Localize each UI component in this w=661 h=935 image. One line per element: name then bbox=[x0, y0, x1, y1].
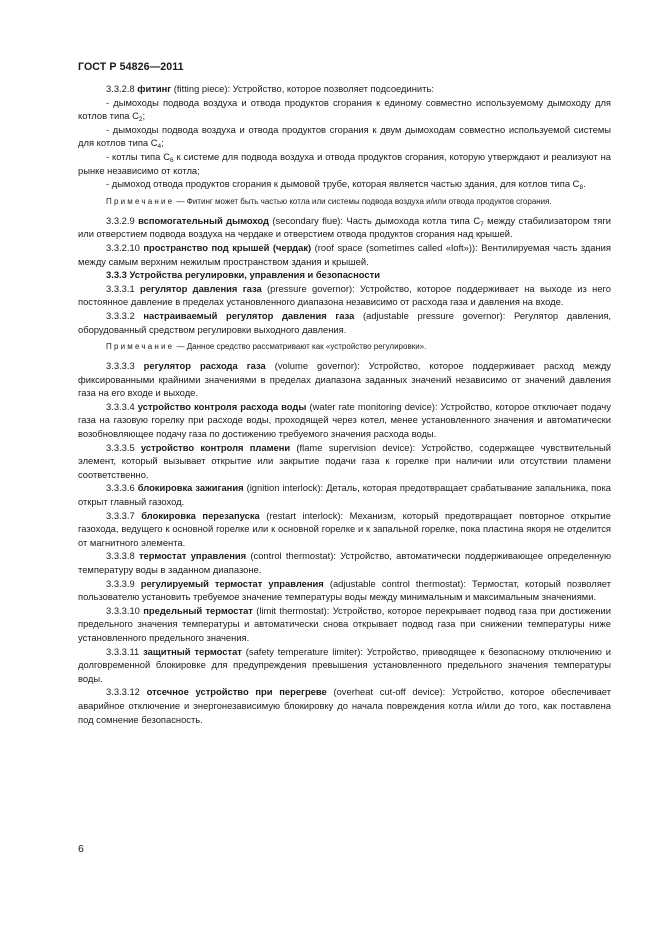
clause-term: фитинг bbox=[137, 83, 172, 94]
clause-3-3-2-10: 3.3.2.10 пространство под крышей (чердак) (roof space (sometimes called «loft»)): Вентилируемая часть здания между самым верхним нежилым пространством здания и крышей. bbox=[78, 241, 611, 267]
list-item: - дымоходы подвода воздуха и отвода продуктов сгорания к единому совместно используемому дымоходу для котлов типа $С_2$; bbox=[78, 96, 611, 124]
clause-3-3-3-10: 3.3.3.10 предельный термостат (limit thermostat): Устройство, которое перекрывает подвод газа при достижении предельного значения температуры и автоматически снова открывает подвод газа при снижении температуры ниже установленного предельного значения. bbox=[78, 604, 611, 643]
clause-term: устройство контроля расхода воды bbox=[137, 400, 307, 412]
document-header: ГОСТ Р 54826—2011 bbox=[78, 61, 184, 73]
clause-3-3-3-1: 3.3.3.1 регулятор давления газа (pressure governor): Устройство, которое поддерживает на выходе из него постоянное давление в пределах установленного диапазона независимо от расхода газа и давления на входе. bbox=[78, 282, 611, 308]
document-body bbox=[78, 82, 611, 726]
clause-term: регулятор расхода газа bbox=[143, 360, 266, 372]
clause-3-3-3-7: 3.3.3.7 блокировка перезапуска (restart interlock): Механизм, который предотвращает повторное открытие газохода, ведущего к основной горелке или к основной горелке и к запальной горелке, пока пластина якоря не отделится от магнитного элемента. bbox=[78, 509, 611, 548]
clause-3-3-3-11: 3.3.3.11 защитный термостат (safety temperature limiter): Устройство, приводящее к безопасному отключению и долговременной блокировке для предупреждения превышения установленного предельного значения температуры воды. bbox=[78, 645, 611, 684]
clause-3-3-3-5: 3.3.3.5 устройство контроля пламени (flame supervision device): Устройство, содержащее чувствительный элемент, который вызывает открытие или закрытие подачи газа к горелке при наличии или отсутствии пламени соответственно. bbox=[78, 441, 611, 480]
section-heading: 3.3.3 Устройства регулировки, управления и безопасности bbox=[106, 269, 380, 281]
clause-3-3-3-2: 3.3.3.2 настраиваемый регулятор давления газа (adjustable pressure governor): Регулятор давления, оборудованный средством регулировки выходного давления. bbox=[78, 309, 611, 335]
clause-term: предельный термостат bbox=[143, 604, 253, 616]
clause-3-3-3-4: 3.3.3.4 устройство контроля расхода воды (water rate monitoring device): Устройство, которое отключает подачу газа на газовую горелку при расходе воды, проходящей через котел, менее установленного значения и автоматически возобновляющее подачу газа по достижению требуемого значения расхода воды. bbox=[78, 400, 611, 440]
clause-3-3-3-9: 3.3.3.9 регулируемый термостат управления (adjustable control thermostat): Термостат, который позволяет пользователю установить требуемое значение температуры воды между минимальным и максимальным значениями. bbox=[78, 577, 611, 603]
clause-term: вспомогательный дымоход bbox=[138, 214, 269, 226]
clause-term: регулируемый термостат управления bbox=[140, 577, 324, 589]
clause-term: пространство под крышей (чердак) bbox=[143, 241, 312, 253]
list-item: - дымоход отвода продуктов сгорания к дымовой трубе, которая является частью здания, для котлов типа $С_8$. bbox=[106, 178, 586, 192]
clause-term: защитный термостат bbox=[143, 645, 242, 657]
clause-number: 3.3.2.8 bbox=[106, 83, 138, 94]
clause-term: блокировка перезапуска bbox=[141, 509, 260, 521]
clause-term: блокировка зажигания bbox=[137, 482, 244, 494]
note-label: Примечание bbox=[106, 196, 175, 206]
note-text: — Данное средство рассматривают как «устройство регулировки». bbox=[174, 342, 427, 352]
clause-term: отсечное устройство при перегреве bbox=[146, 686, 327, 698]
list-item: - котлы типа $С_6$ к системе для подвода воздуха и отвода продуктов сгорания, которую утверждают и реализуют на рынке независимо от котла; bbox=[78, 150, 611, 176]
note bbox=[78, 196, 611, 208]
note-text: — Фитинг может быть частью котла или системы подвода воздуха и/или отвода продуктов сгорания. bbox=[174, 196, 552, 206]
clause-3-3-3-6: 3.3.3.6 блокировка зажигания (ignition interlock): Деталь, которая предотвращает срабатывание запальника, пока открыт главный газоход. bbox=[78, 482, 611, 508]
clause-term: регулятор давления газа bbox=[140, 282, 262, 294]
clause-3-3-3-8: 3.3.3.8 термостат управления (control thermostat): Устройство, автоматически поддерживающее определенную температуру воды в заданном диапазоне. bbox=[78, 550, 612, 575]
note bbox=[78, 341, 611, 353]
clause-term: устройство контроля пламени bbox=[140, 441, 291, 453]
list-item: - дымоходы подвода воздуха и отвода продуктов сгорания к двум дымоходам совместно используемой системы для котлов типа $С_4$; bbox=[78, 123, 611, 151]
clause-3-3-3-3: 3.3.3.3 регулятор расхода газа (volume governor): Устройство, которое поддерживает расход между фиксированными крайними значениями в пределах диапазона заданных значений независимо от значений давления газа на его входе и выходе. bbox=[78, 360, 611, 399]
clause-term: термостат управления bbox=[138, 550, 247, 562]
clause-3-3-3-12: 3.3.3.12 отсечное устройство при перегреве (overheat cut-off device): Устройство, которое обеспечивает аварийное отключение и энергонезависимую блокировку до начала повреждения котла и/или до того, как поставлена под сомнение безопасность. bbox=[78, 686, 611, 725]
clause-3-3-2-9: 3.3.2.9 вспомогательный дымоход (secondary flue): Часть дымохода котла типа $С_7$ между стабилизатором тяги или отверстием подвода воздуха на чердаке и отверстием отвода продуктов сгорания над крышей. bbox=[78, 214, 611, 240]
page-number: 6 bbox=[78, 843, 84, 855]
clause-3-3-2-8 bbox=[78, 82, 611, 96]
clause-definition: (fitting piece): Устройство, которое позволяет подсоединить: bbox=[171, 83, 434, 94]
clause-term: настраиваемый регулятор давления газа bbox=[143, 309, 355, 321]
note-label: Примечание bbox=[106, 342, 175, 352]
